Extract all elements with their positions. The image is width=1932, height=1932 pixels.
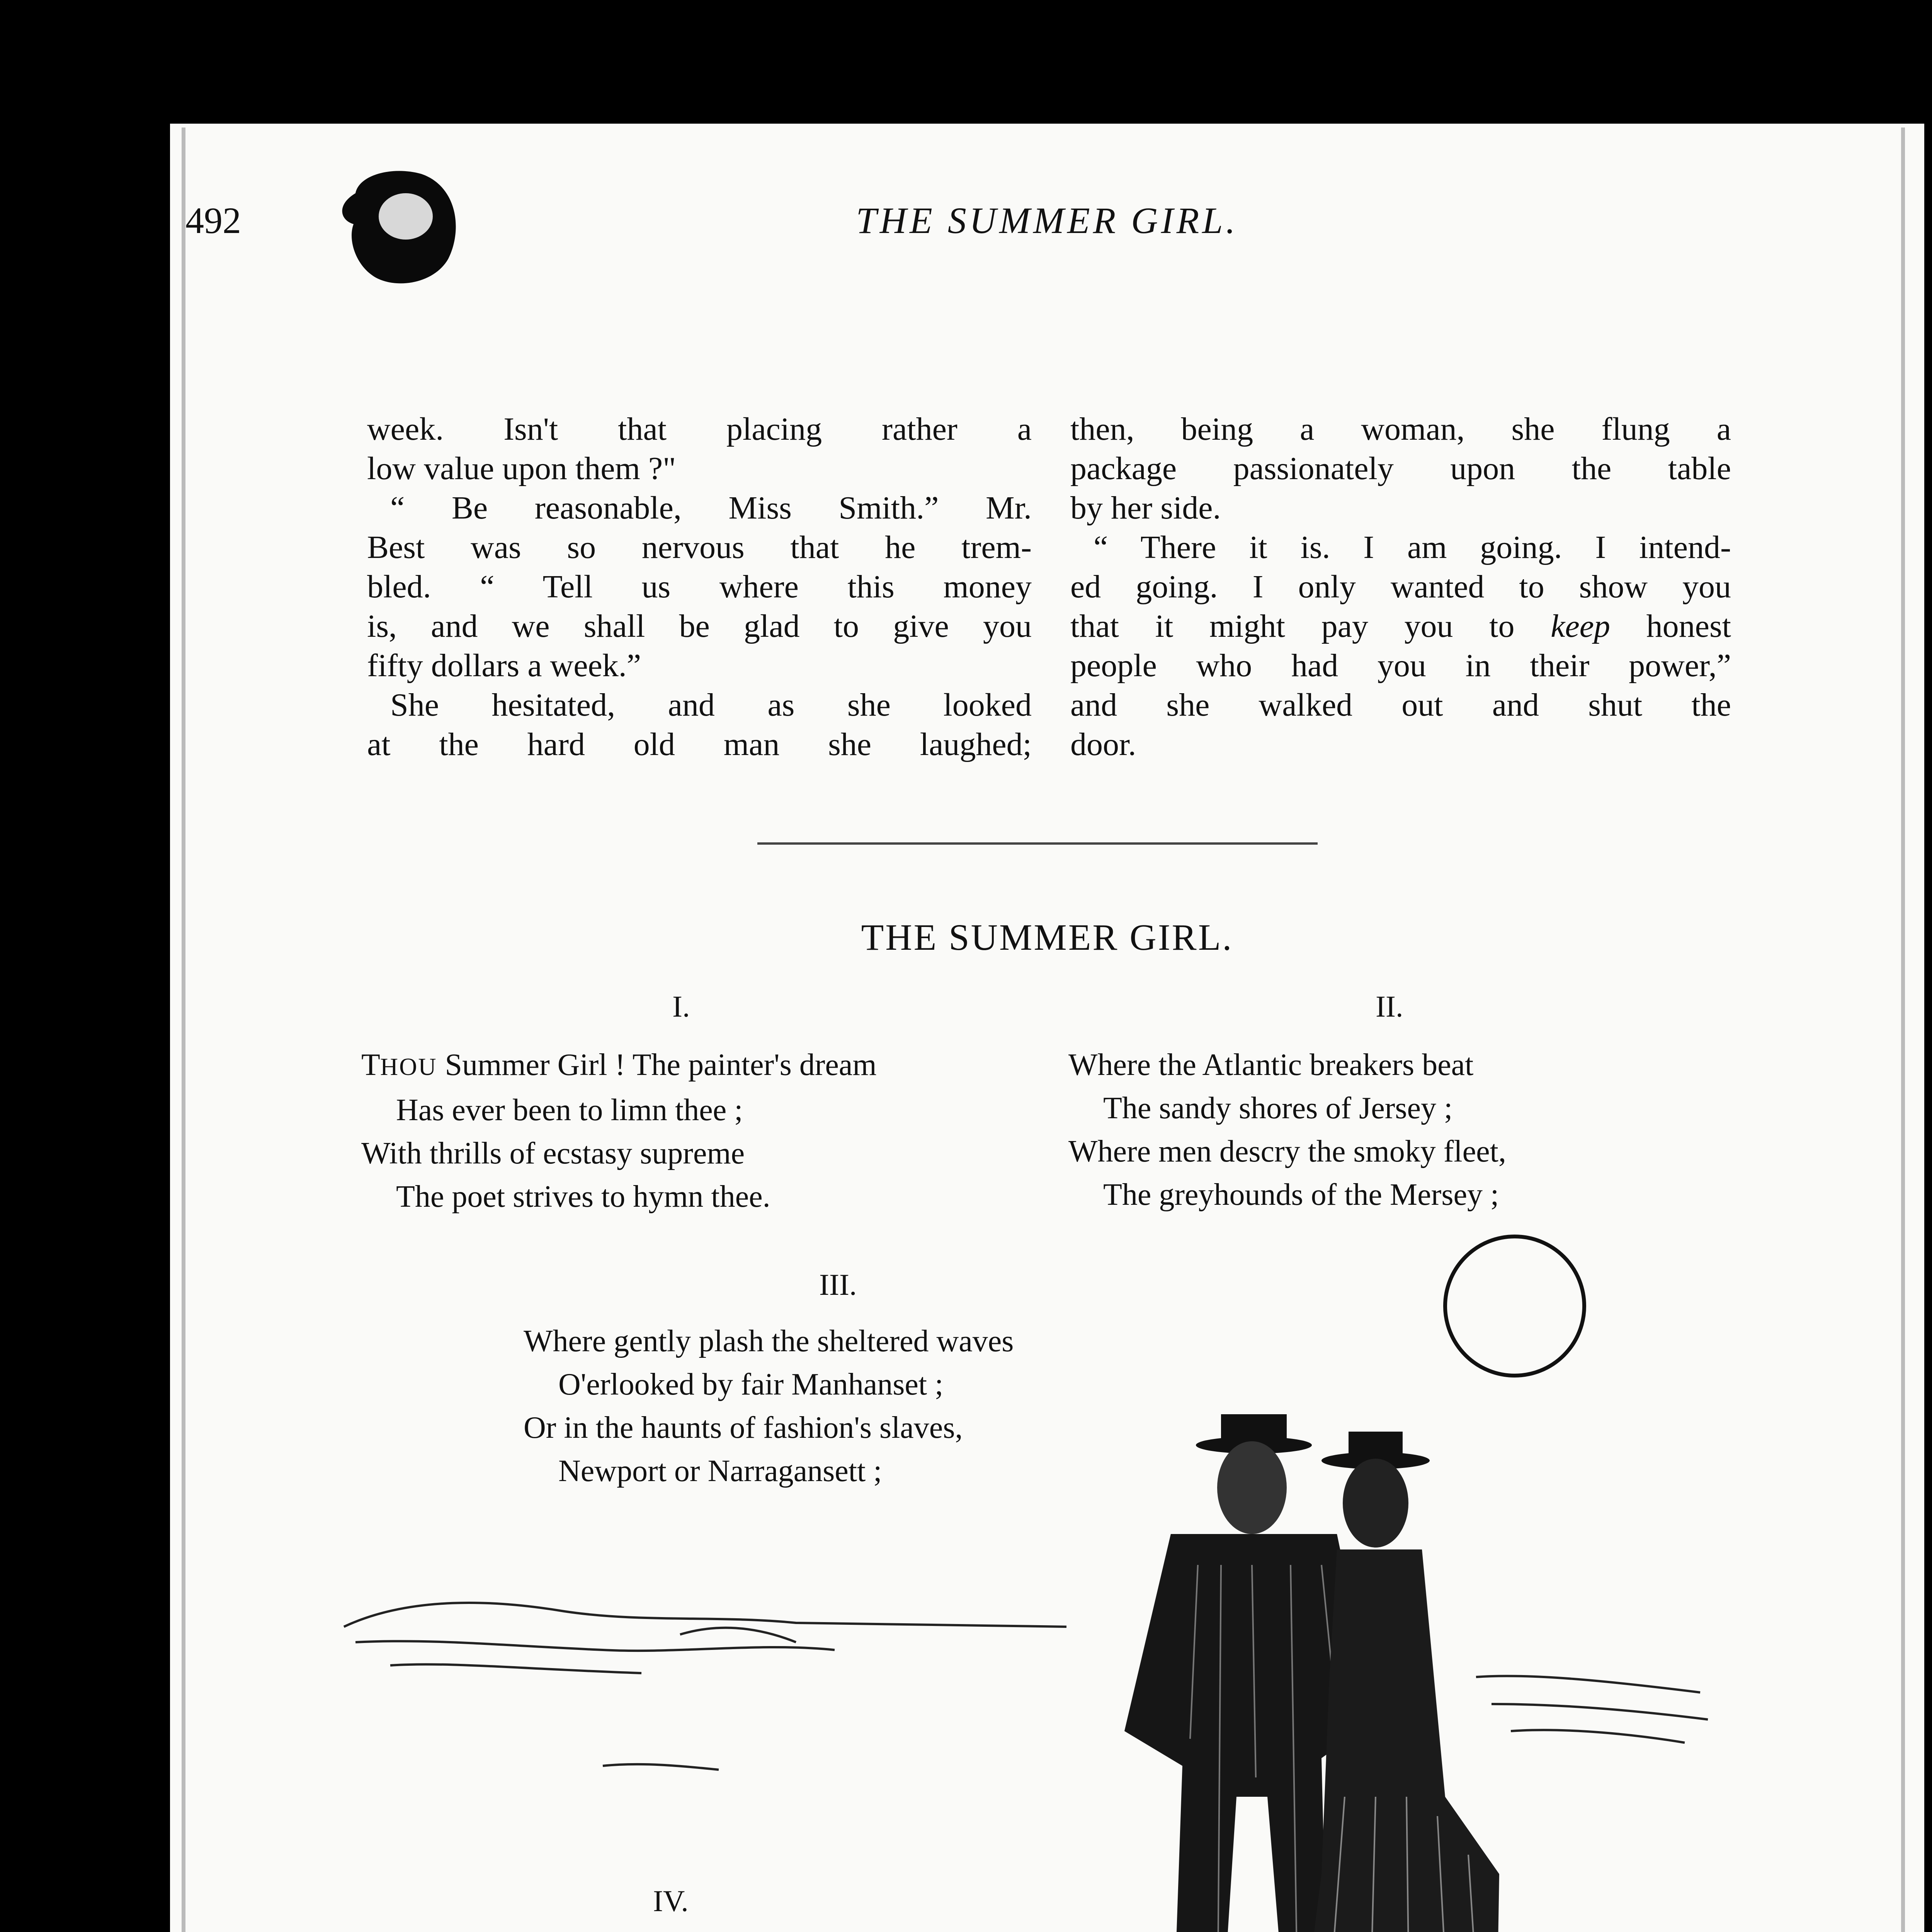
verse-line-rest: Summer Girl ! The painter's dream <box>437 1048 877 1082</box>
verse-line: The sandy shores of Jersey ; <box>1103 1091 1453 1125</box>
verse-line: Has ever been to limn thee ; <box>396 1093 743 1127</box>
page-edge-rule <box>182 128 185 1932</box>
story-column-left <box>367 410 1032 764</box>
verse-line: O'erlooked by fair Manhanset ; <box>558 1367 944 1401</box>
verse-line: The poet strives to hymn thee. <box>396 1180 770 1214</box>
verse-line <box>361 1043 877 1088</box>
prose-line: fifty dollars a week.” <box>367 648 641 684</box>
prose-line: people who had you in their power,” <box>1070 648 1731 684</box>
verse-line: Newport or Narragansett ; <box>558 1454 882 1488</box>
prose-line: week. Isn't that placing rather a <box>367 411 1032 447</box>
verse-line: Where the Atlantic breakers beat <box>1068 1048 1474 1082</box>
verse-line: With thrills of ecstasy supreme <box>361 1136 745 1170</box>
prose-line: “ Be reasonable, Miss Smith.” Mr. <box>390 490 1032 526</box>
stanza-numeral: I. <box>672 990 690 1023</box>
story-column-right <box>1070 410 1731 764</box>
drop-initial: T <box>361 1048 380 1082</box>
shoreline-strokes <box>344 1603 1708 1932</box>
prose-line: Best was so nervous that he trem- <box>367 529 1032 565</box>
prose-line-part: that it might pay you to <box>1070 608 1551 644</box>
illustration-couple-on-beach <box>332 1217 1785 1932</box>
prose-line: “ There it is. I am going. I intend- <box>1094 529 1731 565</box>
verse-line: The greyhounds of the Mersey ; <box>1103 1178 1499 1212</box>
prose-line: bled. “ Tell us where this money <box>367 569 1032 605</box>
stanza-numeral: II. <box>1376 990 1403 1023</box>
prose-line: and she walked out and shut the <box>1070 687 1731 723</box>
small-caps: HOU <box>380 1053 437 1080</box>
verse-line: Or in the haunts of fashion's slaves, <box>524 1411 963 1445</box>
stanza-numeral: III. <box>819 1268 857 1301</box>
prose-line: low value upon them ?" <box>367 451 676 486</box>
verse-line: Where gently plash the sheltered waves <box>524 1324 1014 1358</box>
stanza-1 <box>361 1043 877 1218</box>
prose-line <box>1070 607 1731 646</box>
page-number: 492 <box>185 200 241 241</box>
prose-line: door. <box>1070 726 1136 762</box>
stanza-2 <box>1068 1043 1506 1216</box>
stanza-numeral: IV. <box>653 1884 689 1918</box>
emphasis-word: keep <box>1551 608 1611 644</box>
prose-line-part: honest <box>1610 608 1731 644</box>
prose-line: She hesitated, and as she looked <box>390 687 1032 723</box>
prose-line: package passionately upon the table <box>1070 451 1731 486</box>
page-edge-rule-right <box>1901 128 1905 1932</box>
prose-line: then, being a woman, she flung a <box>1070 411 1731 447</box>
moon-icon <box>1445 1236 1584 1376</box>
prose-line: by her side. <box>1070 490 1221 526</box>
section-divider <box>757 842 1318 845</box>
prose-line: at the hard old man she laughed; <box>367 726 1032 762</box>
verse-line: Where men descry the smoky fleet, <box>1068 1134 1506 1168</box>
prose-line: is, and we shall be glad to give you <box>367 608 1032 644</box>
prose-line: ed going. I only wanted to show you <box>1070 569 1731 605</box>
poem-title: THE SUMMER GIRL. <box>861 917 1233 958</box>
running-head: THE SUMMER GIRL. <box>856 200 1238 241</box>
